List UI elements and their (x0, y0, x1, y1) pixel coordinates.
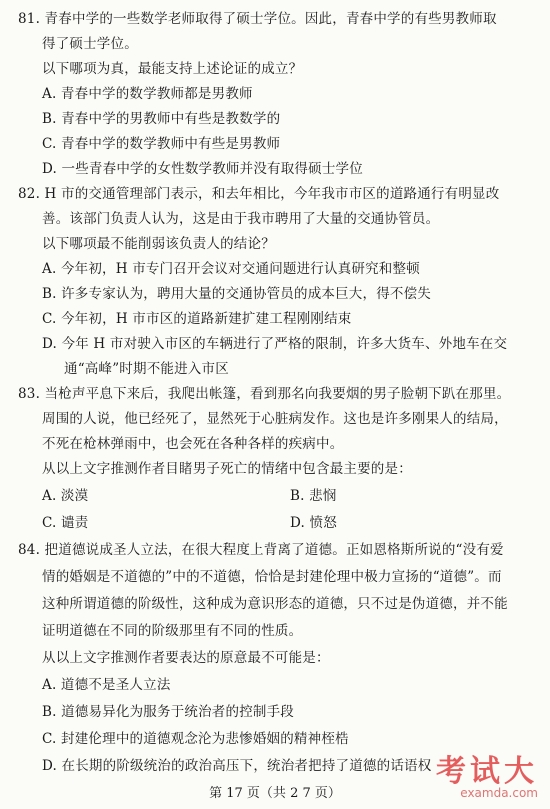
q84-option-d: D. 在长期的阶级统治的政治高压下，统治者把持了道德的话语权 (42, 758, 432, 774)
q83-stem-cont-2: 不死在枪林弹雨中，也会死在各种各样的疾病中。 (42, 436, 344, 452)
q83-option-c: C. 谴责 (42, 515, 89, 531)
q83-option-b: B. 悲悯 (290, 488, 337, 504)
watermark-cn: 考试大 (436, 754, 538, 789)
q81-option-d: D. 一些青春中学的女性数学教师并没有取得硕士学位 (42, 161, 363, 177)
watermark-en: examda.com (460, 786, 538, 800)
q83-stem-cont-1: 周围的人说，他已经死了，显然死于心脏病发作。这也是许多刚果人的结局， (42, 411, 508, 427)
page-footer: 第 17 页（共 2 7 页） (209, 786, 341, 801)
q83-prompt: 从以上文字推测作者目睹男子死亡的情绪中包含最主要的是： (42, 461, 412, 477)
q83-option-a: A. 淡漠 (42, 488, 89, 504)
q84-option-b: B. 道德易异化为服务于统治者的控制手段 (42, 704, 295, 720)
q83-stem: 83. 当枪声平息下来后，我爬出帐篷，看到那名向我要烟的男子脸朝下趴在那里。 (18, 386, 511, 402)
q82-prompt: 以下哪项最不能削弱该负责人的结论？ (42, 236, 275, 252)
q82-option-c: C. 今年初，H 市市区的道路新建扩建工程刚刚结束 (42, 311, 352, 327)
q82-option-d: D. 今年 H 市对驶入市区的车辆进行了严格的限制，许多大货车、外地车在交 (42, 336, 508, 352)
q81-option-c: C. 青春中学的数学教师中有些是男教师 (42, 136, 281, 152)
q81-option-b: B. 青春中学的男教师中有些是教数学的 (42, 111, 281, 127)
q84-stem: 84. 把道德说成圣人立法，在很大程度上背离了道德。正如恩格斯所说的“没有爱 (18, 542, 504, 558)
q84-stem-cont-2: 这种所谓道德的阶级性，这种成为意识形态的道德，只不过是伪道德，并不能 (42, 596, 508, 612)
q84-stem-cont-1: 情的婚姻是不道德的”中的不道德，恰恰是封建伦理中极力宣扬的“道德”。而 (42, 569, 502, 585)
q81-stem-cont: 得了硕士学位。 (42, 36, 138, 52)
q82-option-b: B. 许多专家认为，聘用大量的交通协管员的成本巨大，得不偿失 (42, 286, 432, 302)
q82-option-d-cont: 通“高峰”时期不能进入市区 (64, 361, 229, 377)
q82-stem-cont: 善。该部门负责人认为，这是由于我市聘用了大量的交通协管员。 (42, 211, 440, 227)
q82-option-a: A. 今年初，H 市专门召开会议对交通问题进行认真研究和整顿 (42, 261, 420, 277)
q84-stem-cont-3: 证明道德在不同的阶级那里有不同的性质。 (42, 623, 303, 639)
q84-prompt: 从以上文字推测作者要表达的原意最不可能是： (42, 650, 330, 666)
q83-option-d: D. 愤怒 (290, 515, 337, 531)
q82-stem: 82. H 市的交通管理部门表示，和去年相比，今年我市市区的道路通行有明显改 (18, 186, 500, 202)
q84-option-a: A. 道德不是圣人立法 (42, 677, 171, 693)
q81-stem: 81. 青春中学的一些数学老师取得了硕士学位。因此，青春中学的有些男教师取 (18, 11, 497, 27)
examda-watermark-logo (436, 754, 538, 800)
q81-option-a: A. 青春中学的数学教师都是男教师 (42, 86, 253, 102)
q81-prompt: 以下哪项为真，最能支持上述论证的成立？ (42, 61, 303, 77)
q84-option-c: C. 封建伦理中的道德观念沦为悲惨婚姻的精神桎梏 (42, 731, 349, 747)
